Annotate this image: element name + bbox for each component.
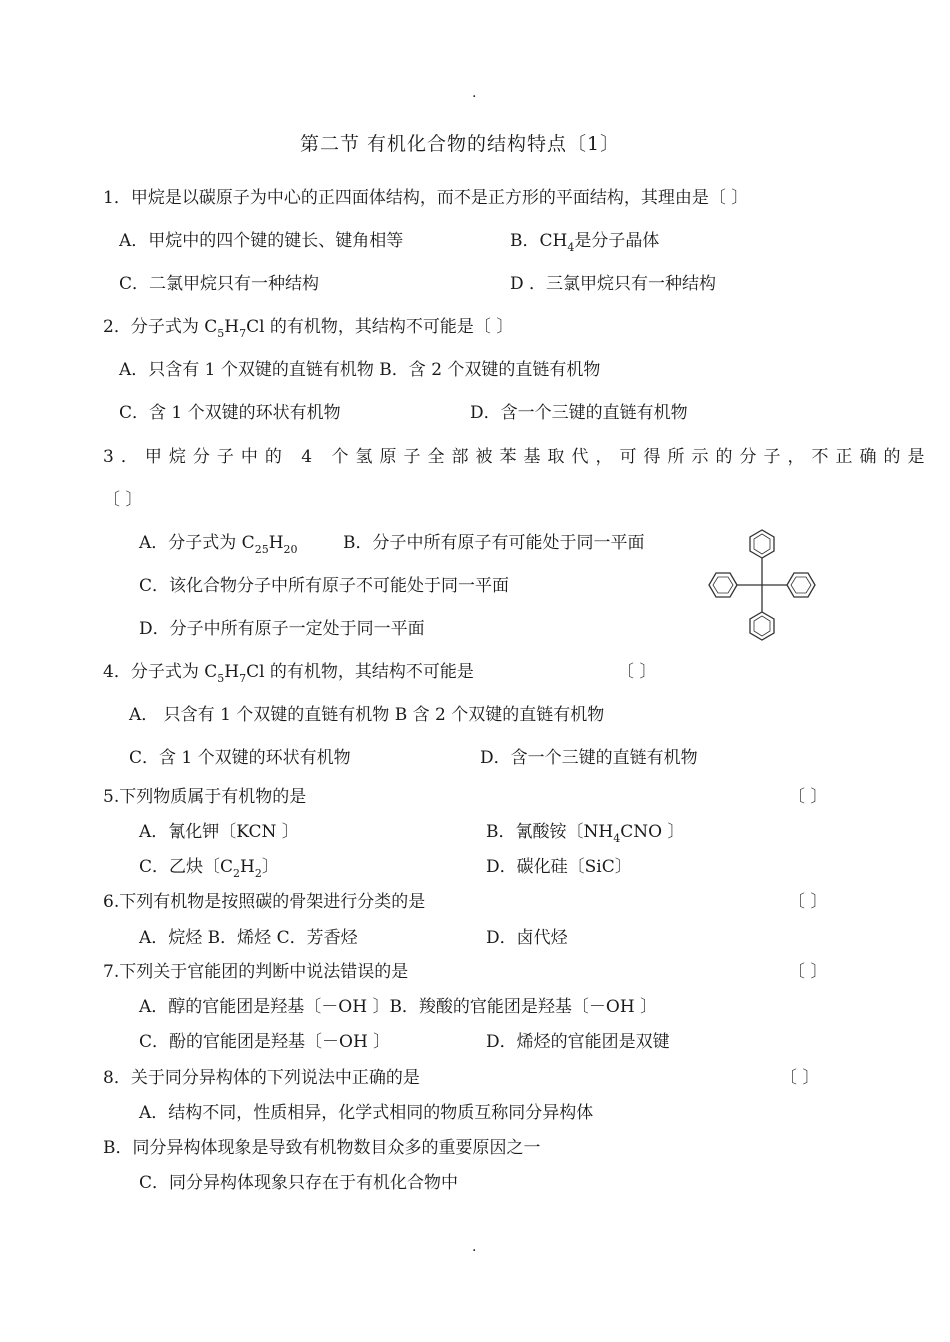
q4-option-c: C．含 1 个双键的环状有机物: [129, 748, 351, 768]
tetraphenylmethane-structure: [690, 520, 840, 650]
q3-option-c: C．该化合物分子中所有原子不可能处于同一平面: [139, 576, 510, 596]
q5-stem: 5.下列物质属于有机物的是: [103, 787, 307, 807]
q2-stem: 2．分子式为 $C_5H_7Cl$ 的有机物，其结构不可能是〔 〕: [103, 317, 514, 340]
q6-option-abc: A．烷烃 B．烯烃 C．芳香烃: [139, 928, 358, 948]
q7-bracket: 〔 〕: [788, 962, 828, 982]
q7-stem: 7.下列关于官能团的判断中说法错误的是: [103, 962, 409, 982]
q4-bracket: 〔 〕: [617, 662, 657, 682]
q8-option-c: C．同分异构体现象只存在于有机化合物中: [139, 1173, 459, 1193]
q5-option-b: B．氰酸铵〔$NH_4CNO$ 〕: [486, 822, 685, 845]
q3-option-a: A．分子式为 $C_{25}H_{20}$: [139, 533, 298, 556]
q5-bracket: 〔 〕: [788, 787, 828, 807]
q2-option-ab: A．只含有 1 个双键的直链有机物 B．含 2 个双键的直链有机物: [119, 360, 601, 380]
q5-option-d: D．碳化硅〔SiC〕: [486, 857, 632, 877]
header-dot: .: [472, 85, 477, 101]
q6-bracket: 〔 〕: [788, 892, 828, 912]
q2-option-d: D．含一个三键的直链有机物: [470, 403, 688, 423]
q4-stem: 4．分子式为 $C_5H_7Cl$ 的有机物，其结构不可能是: [103, 662, 474, 685]
q7-option-d: D．烯烃的官能团是双键: [486, 1032, 670, 1052]
q3-option-b: B．分子中所有原子有可能处于同一平面: [343, 533, 645, 553]
q3-stem: 3．甲烷分子中的 4 个氢原子全部被苯基取代，可得所示的分子，不正确的是: [103, 447, 932, 467]
q1-option-d: D ．三氯甲烷只有一种结构: [510, 274, 717, 294]
q5-option-c: C．乙炔〔$C_2H_2$〕: [139, 857, 279, 880]
q8-option-b: B．同分异构体现象是导致有机物数目众多的重要原因之一: [103, 1138, 541, 1158]
q8-option-a: A．结构不同，性质相异，化学式相同的物质互称同分异构体: [139, 1103, 594, 1123]
q8-stem: 8．关于同分异构体的下列说法中正确的是: [103, 1068, 420, 1088]
q1-option-c: C．二氯甲烷只有一种结构: [119, 274, 320, 294]
q3-option-d: D．分子中所有原子一定处于同一平面: [139, 619, 425, 639]
q2-option-c: C．含 1 个双键的环状有机物: [119, 403, 341, 423]
q5-option-a: A．氰化钾〔KCN 〕: [139, 822, 299, 842]
q6-option-d: D．卤代烃: [486, 928, 568, 948]
q4-option-ab: A． 只含有 1 个双键的直链有机物 B 含 2 个双键的直链有机物: [129, 705, 605, 725]
q8-bracket: 〔 〕: [780, 1068, 820, 1088]
q1-option-b: B．$CH_4$是分子晶体: [510, 231, 660, 254]
q1-stem: 1．甲烷是以碳原子为中心的正四面体结构，而不是正方形的平面结构，其理由是〔 〕: [103, 188, 749, 208]
footer-dot: .: [472, 1239, 477, 1255]
q4-option-d: D．含一个三键的直链有机物: [480, 748, 698, 768]
q7-option-ab: A．醇的官能团是羟基〔－OH 〕B．羧酸的官能团是羟基〔－OH 〕: [139, 997, 658, 1017]
q3-bracket: 〔 〕: [103, 490, 143, 510]
q1-option-a: A．甲烷中的四个键的键长、键角相等: [119, 231, 404, 251]
page-title: 第二节 有机化合物的结构特点〔1〕: [300, 133, 621, 155]
q7-option-c: C．酚的官能团是羟基〔－OH 〕: [139, 1032, 391, 1052]
q6-stem: 6.下列有机物是按照碳的骨架进行分类的是: [103, 892, 426, 912]
